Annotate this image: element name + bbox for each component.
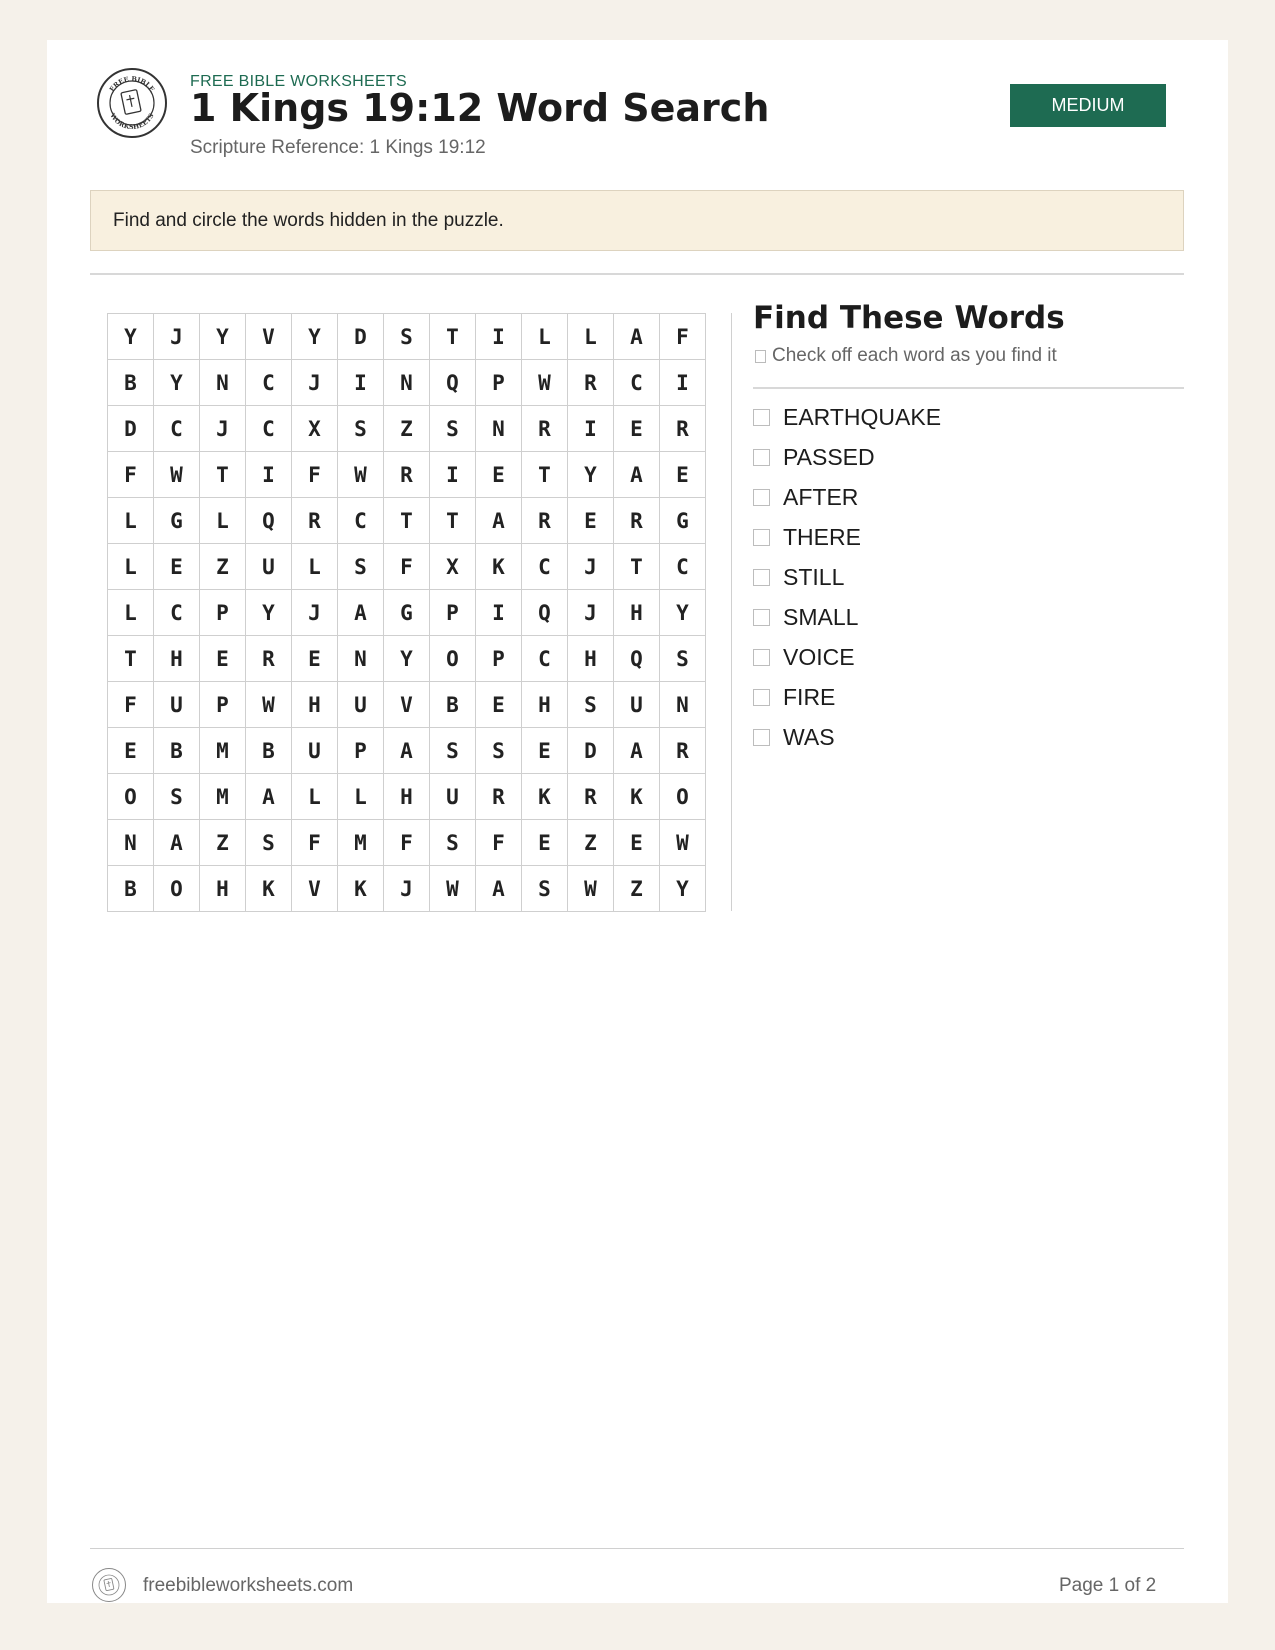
grid-cell[interactable]: S <box>430 820 476 866</box>
grid-cell[interactable]: Z <box>568 820 614 866</box>
grid-cell[interactable]: E <box>108 728 154 774</box>
grid-cell[interactable]: Y <box>246 590 292 636</box>
grid-cell[interactable]: L <box>338 774 384 820</box>
panel-divider <box>731 313 732 911</box>
word-checkbox[interactable] <box>753 569 770 586</box>
grid-cell[interactable]: S <box>660 636 706 682</box>
grid-cell[interactable]: C <box>246 360 292 406</box>
grid-cell[interactable]: S <box>338 544 384 590</box>
grid-cell[interactable]: R <box>246 636 292 682</box>
grid-cell[interactable]: U <box>430 774 476 820</box>
grid-cell[interactable]: W <box>660 820 706 866</box>
grid-row <box>108 360 706 406</box>
grid-cell[interactable]: U <box>154 682 200 728</box>
svg-text:FREE BIBLE: FREE BIBLE <box>107 74 157 94</box>
grid-cell[interactable]: Q <box>522 590 568 636</box>
grid-row <box>108 544 706 590</box>
word-list-item <box>753 677 941 717</box>
word-label: STILL <box>783 563 845 590</box>
grid-row <box>108 774 706 820</box>
grid-cell[interactable]: N <box>108 820 154 866</box>
word-list-hint <box>755 345 1057 367</box>
grid-cell[interactable]: M <box>200 774 246 820</box>
grid-cell[interactable]: S <box>476 728 522 774</box>
grid-cell[interactable]: H <box>568 636 614 682</box>
word-checkbox[interactable] <box>753 729 770 746</box>
grid-cell[interactable]: P <box>200 590 246 636</box>
bible-logo-icon <box>97 68 167 138</box>
grid-cell[interactable]: V <box>246 314 292 360</box>
grid-cell[interactable]: P <box>200 682 246 728</box>
grid-cell[interactable]: U <box>292 728 338 774</box>
grid-cell[interactable]: T <box>430 498 476 544</box>
page-number: Page 1 of 2 <box>1059 1575 1157 1596</box>
grid-cell[interactable]: P <box>476 636 522 682</box>
grid-cell[interactable]: N <box>476 406 522 452</box>
word-label: EARTHQUAKE <box>783 403 942 430</box>
grid-cell[interactable]: K <box>246 866 292 912</box>
word-label: AFTER <box>783 483 859 510</box>
word-list-hint-text: Check off each word as you find it <box>772 345 1057 366</box>
grid-cell[interactable]: U <box>614 682 660 728</box>
word-list <box>753 397 941 757</box>
word-list-item <box>753 517 941 557</box>
grid-cell[interactable]: C <box>522 544 568 590</box>
page-title: 1 Kings 19:12 Word Search <box>190 86 770 130</box>
grid-cell[interactable]: F <box>292 820 338 866</box>
grid-cell[interactable]: A <box>384 728 430 774</box>
grid-cell[interactable]: S <box>522 866 568 912</box>
grid-cell[interactable]: A <box>154 820 200 866</box>
grid-cell[interactable]: H <box>384 774 430 820</box>
grid-cell[interactable]: E <box>476 682 522 728</box>
grid-cell[interactable]: V <box>384 682 430 728</box>
grid-cell[interactable]: T <box>430 314 476 360</box>
grid-cell[interactable]: X <box>292 406 338 452</box>
word-checkbox[interactable] <box>753 449 770 466</box>
grid-cell[interactable]: V <box>292 866 338 912</box>
grid-cell[interactable]: Q <box>246 498 292 544</box>
grid-cell[interactable]: S <box>246 820 292 866</box>
grid-cell[interactable]: B <box>108 360 154 406</box>
word-label: FIRE <box>783 683 836 710</box>
grid-cell[interactable]: K <box>614 774 660 820</box>
grid-cell[interactable]: R <box>522 406 568 452</box>
footer-divider <box>90 1548 1184 1549</box>
grid-cell[interactable]: N <box>384 360 430 406</box>
grid-cell[interactable]: E <box>660 452 706 498</box>
grid-cell[interactable]: J <box>384 866 430 912</box>
grid-cell[interactable]: R <box>568 360 614 406</box>
grid-cell[interactable]: S <box>430 406 476 452</box>
grid-cell[interactable]: Y <box>200 314 246 360</box>
grid-row <box>108 820 706 866</box>
grid-cell[interactable]: Z <box>200 544 246 590</box>
grid-cell[interactable]: C <box>246 406 292 452</box>
grid-cell[interactable]: F <box>384 820 430 866</box>
grid-cell[interactable]: R <box>660 728 706 774</box>
grid-cell[interactable]: U <box>246 544 292 590</box>
grid-row <box>108 406 706 452</box>
word-label: THERE <box>783 523 861 550</box>
header-divider <box>90 273 1184 275</box>
grid-cell[interactable]: K <box>522 774 568 820</box>
word-list-item <box>753 437 941 477</box>
grid-cell[interactable]: R <box>614 498 660 544</box>
grid-cell[interactable]: W <box>568 866 614 912</box>
grid-cell[interactable]: G <box>660 498 706 544</box>
grid-cell[interactable]: H <box>292 682 338 728</box>
word-list-title: Find These Words <box>753 300 1065 336</box>
grid-cell[interactable]: L <box>568 314 614 360</box>
grid-cell[interactable]: O <box>430 636 476 682</box>
grid-cell[interactable]: S <box>384 314 430 360</box>
grid-cell[interactable]: I <box>338 360 384 406</box>
grid-cell[interactable]: M <box>338 820 384 866</box>
grid-row <box>108 682 706 728</box>
grid-row <box>108 866 706 912</box>
grid-cell[interactable]: H <box>614 590 660 636</box>
grid-cell[interactable]: N <box>660 682 706 728</box>
grid-cell[interactable]: F <box>108 682 154 728</box>
grid-cell[interactable]: P <box>476 360 522 406</box>
grid-cell[interactable]: W <box>430 866 476 912</box>
grid-cell[interactable]: E <box>154 544 200 590</box>
word-checkbox[interactable] <box>753 689 770 706</box>
footer-logo-icon <box>92 1568 126 1602</box>
grid-cell[interactable]: Q <box>430 360 476 406</box>
grid-cell[interactable]: F <box>292 452 338 498</box>
grid-cell[interactable]: L <box>292 774 338 820</box>
word-checkbox[interactable] <box>753 409 770 426</box>
word-label: WAS <box>783 723 835 750</box>
grid-cell[interactable]: B <box>246 728 292 774</box>
grid-cell[interactable]: I <box>660 360 706 406</box>
grid-cell[interactable]: Y <box>660 866 706 912</box>
instructions-text: Find and circle the words hidden in the puzzle. <box>113 209 504 231</box>
grid-cell[interactable]: X <box>430 544 476 590</box>
grid-cell[interactable]: I <box>476 314 522 360</box>
grid-cell[interactable]: C <box>522 636 568 682</box>
word-list-divider <box>753 387 1184 389</box>
grid-cell[interactable]: T <box>384 498 430 544</box>
word-label: SMALL <box>783 603 859 630</box>
checkbox-icon <box>755 350 766 363</box>
grid-cell[interactable]: L <box>522 314 568 360</box>
grid-cell[interactable]: W <box>154 452 200 498</box>
grid-cell[interactable]: S <box>430 728 476 774</box>
grid-cell[interactable]: R <box>660 406 706 452</box>
grid-cell[interactable]: E <box>522 728 568 774</box>
grid-cell[interactable]: A <box>614 728 660 774</box>
grid-cell[interactable]: Q <box>614 636 660 682</box>
grid-cell[interactable]: A <box>338 590 384 636</box>
grid-cell[interactable]: I <box>246 452 292 498</box>
grid-cell[interactable]: S <box>568 682 614 728</box>
grid-cell[interactable]: J <box>568 544 614 590</box>
grid-cell[interactable]: E <box>614 406 660 452</box>
grid-cell[interactable]: T <box>614 544 660 590</box>
word-list-item <box>753 717 941 757</box>
grid-cell[interactable]: Y <box>292 314 338 360</box>
grid-cell[interactable]: C <box>154 590 200 636</box>
footer-site-link[interactable]: freebibleworksheets.com <box>143 1575 354 1596</box>
grid-cell[interactable]: L <box>292 544 338 590</box>
grid-cell[interactable]: C <box>614 360 660 406</box>
grid-cell[interactable]: W <box>338 452 384 498</box>
difficulty-badge: MEDIUM <box>1010 84 1166 127</box>
word-search-grid <box>107 313 706 912</box>
grid-cell[interactable]: A <box>246 774 292 820</box>
grid-row <box>108 728 706 774</box>
grid-cell[interactable]: G <box>384 590 430 636</box>
grid-cell[interactable]: D <box>568 728 614 774</box>
grid-cell[interactable]: C <box>338 498 384 544</box>
grid-cell[interactable]: R <box>384 452 430 498</box>
scripture-reference: Scripture Reference: 1 Kings 19:12 <box>190 137 486 158</box>
grid-cell[interactable]: F <box>108 452 154 498</box>
grid-cell[interactable]: Y <box>660 590 706 636</box>
grid-cell[interactable]: C <box>154 406 200 452</box>
word-list-item <box>753 597 941 637</box>
grid-cell[interactable]: L <box>108 498 154 544</box>
grid-cell[interactable]: R <box>522 498 568 544</box>
word-checkbox[interactable] <box>753 529 770 546</box>
grid-cell[interactable]: J <box>568 590 614 636</box>
grid-cell[interactable]: P <box>430 590 476 636</box>
grid-cell[interactable]: O <box>660 774 706 820</box>
grid-cell[interactable]: A <box>614 452 660 498</box>
grid-cell[interactable]: Z <box>384 406 430 452</box>
grid-cell[interactable]: J <box>292 360 338 406</box>
grid-cell[interactable]: W <box>246 682 292 728</box>
grid-cell[interactable]: M <box>200 728 246 774</box>
grid-cell[interactable]: R <box>568 774 614 820</box>
grid-cell[interactable]: B <box>154 728 200 774</box>
grid-cell[interactable]: I <box>476 590 522 636</box>
grid-cell[interactable]: B <box>108 866 154 912</box>
grid-cell[interactable]: T <box>522 452 568 498</box>
grid-cell[interactable]: I <box>430 452 476 498</box>
grid-cell[interactable]: C <box>660 544 706 590</box>
grid-cell[interactable]: R <box>292 498 338 544</box>
grid-cell[interactable]: J <box>200 406 246 452</box>
grid-cell[interactable]: S <box>154 774 200 820</box>
grid-cell[interactable]: E <box>614 820 660 866</box>
grid-cell[interactable]: Y <box>384 636 430 682</box>
grid-cell[interactable]: F <box>384 544 430 590</box>
grid-cell[interactable]: L <box>108 590 154 636</box>
grid-row <box>108 498 706 544</box>
grid-cell[interactable]: K <box>338 866 384 912</box>
grid-cell[interactable]: E <box>292 636 338 682</box>
brand-label: FREE BIBLE WORKSHEETS <box>190 73 408 90</box>
grid-cell[interactable]: T <box>200 452 246 498</box>
grid-cell[interactable]: E <box>522 820 568 866</box>
svg-text:WORKSHEETS: WORKSHEETS <box>108 111 156 132</box>
grid-cell[interactable]: H <box>200 866 246 912</box>
grid-cell[interactable]: J <box>292 590 338 636</box>
word-label: PASSED <box>783 443 875 470</box>
grid-cell[interactable]: Z <box>200 820 246 866</box>
grid-cell[interactable]: Y <box>108 314 154 360</box>
grid-cell[interactable]: T <box>108 636 154 682</box>
grid-cell[interactable]: L <box>108 544 154 590</box>
grid-cell[interactable]: O <box>154 866 200 912</box>
grid-cell[interactable]: H <box>522 682 568 728</box>
grid-cell[interactable]: D <box>108 406 154 452</box>
grid-cell[interactable]: I <box>568 406 614 452</box>
grid-cell[interactable]: H <box>154 636 200 682</box>
grid-cell[interactable]: E <box>200 636 246 682</box>
grid-cell[interactable]: U <box>338 682 384 728</box>
word-checkbox[interactable] <box>753 609 770 626</box>
word-label: VOICE <box>783 643 855 670</box>
grid-cell[interactable]: Z <box>614 866 660 912</box>
grid-cell[interactable]: A <box>614 314 660 360</box>
grid-row <box>108 636 706 682</box>
grid-cell[interactable]: D <box>338 314 384 360</box>
grid-cell[interactable]: R <box>476 774 522 820</box>
instructions-box <box>90 190 1184 251</box>
word-list-item <box>753 637 941 677</box>
word-checkbox[interactable] <box>753 649 770 666</box>
grid-cell[interactable]: N <box>338 636 384 682</box>
worksheet-page <box>47 40 1228 1603</box>
grid-row <box>108 314 706 360</box>
grid-cell[interactable]: A <box>476 866 522 912</box>
grid-cell[interactable]: S <box>338 406 384 452</box>
grid-cell[interactable]: F <box>476 820 522 866</box>
grid-cell[interactable]: W <box>522 360 568 406</box>
word-list-item <box>753 557 941 597</box>
word-list-item <box>753 477 941 517</box>
grid-row <box>108 452 706 498</box>
word-checkbox[interactable] <box>753 489 770 506</box>
grid-cell[interactable]: B <box>430 682 476 728</box>
grid-cell[interactable]: N <box>200 360 246 406</box>
word-list-item <box>753 397 941 437</box>
grid-cell[interactable]: Y <box>154 360 200 406</box>
grid-cell[interactable]: E <box>476 452 522 498</box>
grid-cell[interactable]: L <box>200 498 246 544</box>
grid-cell[interactable]: O <box>108 774 154 820</box>
grid-cell[interactable]: K <box>476 544 522 590</box>
grid-cell[interactable]: F <box>660 314 706 360</box>
grid-cell[interactable]: G <box>154 498 200 544</box>
grid-cell[interactable]: E <box>568 498 614 544</box>
grid-cell[interactable]: P <box>338 728 384 774</box>
grid-row <box>108 590 706 636</box>
grid-cell[interactable]: Y <box>568 452 614 498</box>
grid-cell[interactable]: A <box>476 498 522 544</box>
grid-cell[interactable]: J <box>154 314 200 360</box>
